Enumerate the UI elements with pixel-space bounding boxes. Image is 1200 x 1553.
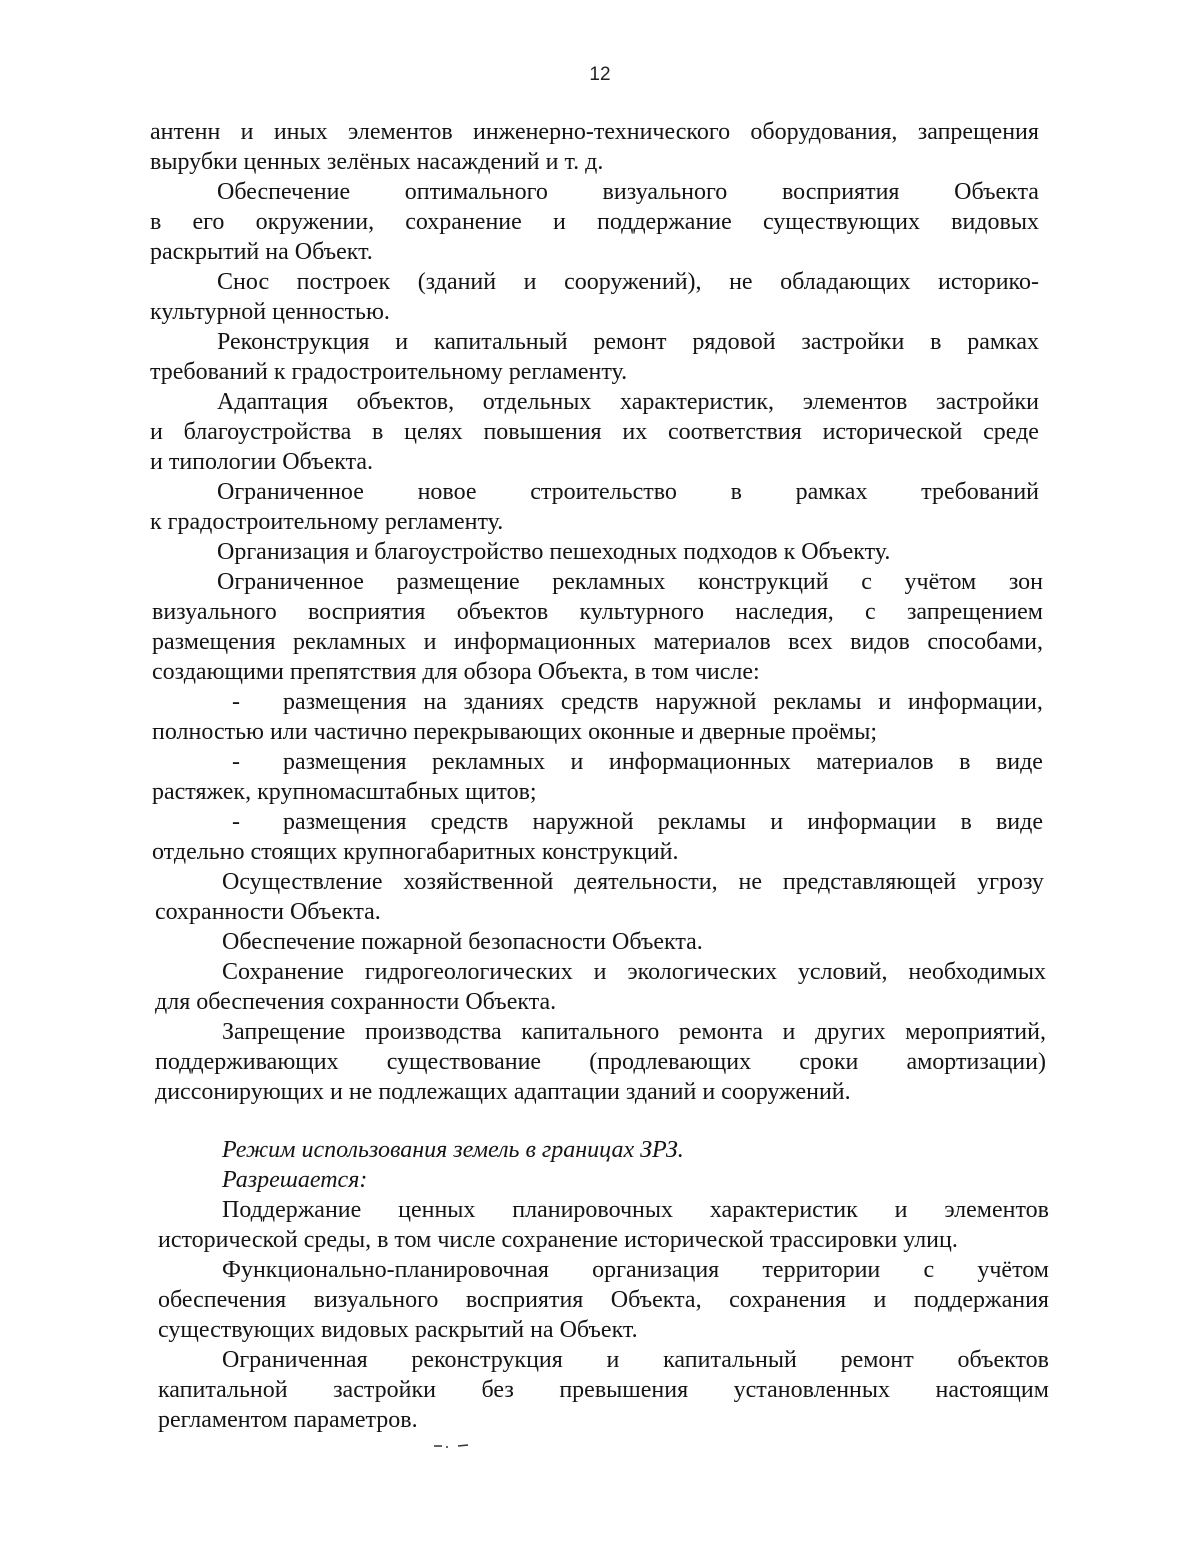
text-line: Реконструкция и капитальный ремонт рядовой застройки в рамках — [217, 329, 1039, 355]
text-line: размещения на зданиях средств наружной рекламы и информации, — [283, 689, 1043, 715]
list-dash: - — [232, 749, 240, 775]
text-line: сохранности Объекта. — [155, 899, 381, 925]
section-heading-line: Разрешается: — [222, 1167, 368, 1193]
text-line: исторической среды, в том числе сохранение исторической трассировки улиц. — [158, 1227, 958, 1253]
text-line: полностью или частично перекрывающих оконные и дверные проёмы; — [152, 719, 878, 745]
text-line: Сохранение гидрогеологических и экологических условий, необходимых — [222, 959, 1046, 985]
text-line: для обеспечения сохранности Объекта. — [155, 989, 557, 1015]
text-line: раскрытий на Объект. — [150, 239, 373, 265]
text-line: размещения рекламных и информационных материалов в виде — [283, 749, 1043, 775]
text-line: Поддержание ценных планировочных характеристик и элементов — [222, 1197, 1049, 1223]
text-line: Запрещение производства капитального ремонта и других мероприятий, — [222, 1019, 1046, 1045]
text-line: существующих видовых раскрытий на Объект. — [158, 1317, 638, 1343]
text-line: Ограниченное новое строительство в рамках требований — [217, 479, 1039, 505]
text-line: Осуществление хозяйственной деятельности, не представляющей угрозу — [222, 869, 1044, 895]
text-line: к градостроительному регламенту. — [150, 509, 504, 535]
text-line: Адаптация объектов, отдельных характеристик, элементов застройки — [217, 389, 1039, 415]
text-line: поддерживающих существование (продлевающих сроки амортизации) — [155, 1049, 1046, 1075]
text-line: растяжек, крупномасштабных щитов; — [152, 779, 537, 805]
text-line: диссонирующих и не подлежащих адаптации зданий и сооружений. — [155, 1079, 851, 1105]
text-line: отдельно стоящих крупногабаритных конструкций. — [152, 839, 679, 865]
text-line: размещения рекламных и информационных материалов всех видов способами, — [152, 629, 1043, 655]
text-line: Ограниченная реконструкция и капитальный ремонт объектов — [222, 1347, 1049, 1373]
text-line: Ограниченное размещение рекламных конструкций с учётом зон — [217, 569, 1043, 595]
text-line: и благоустройства в целях повышения их соответствия исторической среде — [150, 419, 1039, 445]
text-line: и типологии Объекта. — [150, 449, 373, 475]
text-line: требований к градостроительному регламенту. — [150, 359, 628, 385]
text-line: Организация и благоустройство пешеходных подходов к Объекту. — [217, 539, 891, 565]
page-number: 12 — [589, 64, 611, 85]
text-line: визуального восприятия объектов культурного наследия, с запрещением — [152, 599, 1043, 625]
text-line: Функционально-планировочная организация территории с учётом — [222, 1257, 1049, 1283]
text-line: размещения средств наружной рекламы и информации в виде — [283, 809, 1043, 835]
text-line: антенн и иных элементов инженерно-технического оборудования, запрещения — [150, 119, 1039, 145]
list-dash: - — [232, 689, 240, 715]
text-line: вырубки ценных зелёных насаждений и т. д. — [150, 149, 604, 175]
text-line: Обеспечение оптимального визуального восприятия Объекта — [217, 179, 1039, 205]
text-line: в его окружении, сохранение и поддержание существующих видовых — [150, 209, 1039, 235]
list-dash: - — [232, 809, 240, 835]
text-line: создающими препятствия для обзора Объекта, в том числе: — [152, 659, 760, 685]
text-line: регламентом параметров. — [158, 1407, 418, 1433]
section-heading-line: Режим использования земель в границах ЗРЗ. — [222, 1137, 684, 1163]
text-line: капитальной застройки без превышения установленных настоящим — [158, 1377, 1049, 1403]
text-line: Обеспечение пожарной безопасности Объекта. — [222, 929, 703, 955]
text-line: Снос построек (зданий и сооружений), не обладающих историко- — [217, 269, 1039, 295]
scan-artifact-mark — [432, 1443, 472, 1449]
text-line: культурной ценностью. — [150, 299, 390, 325]
text-line: обеспечения визуального восприятия Объекта, сохранения и поддержания — [158, 1287, 1049, 1313]
